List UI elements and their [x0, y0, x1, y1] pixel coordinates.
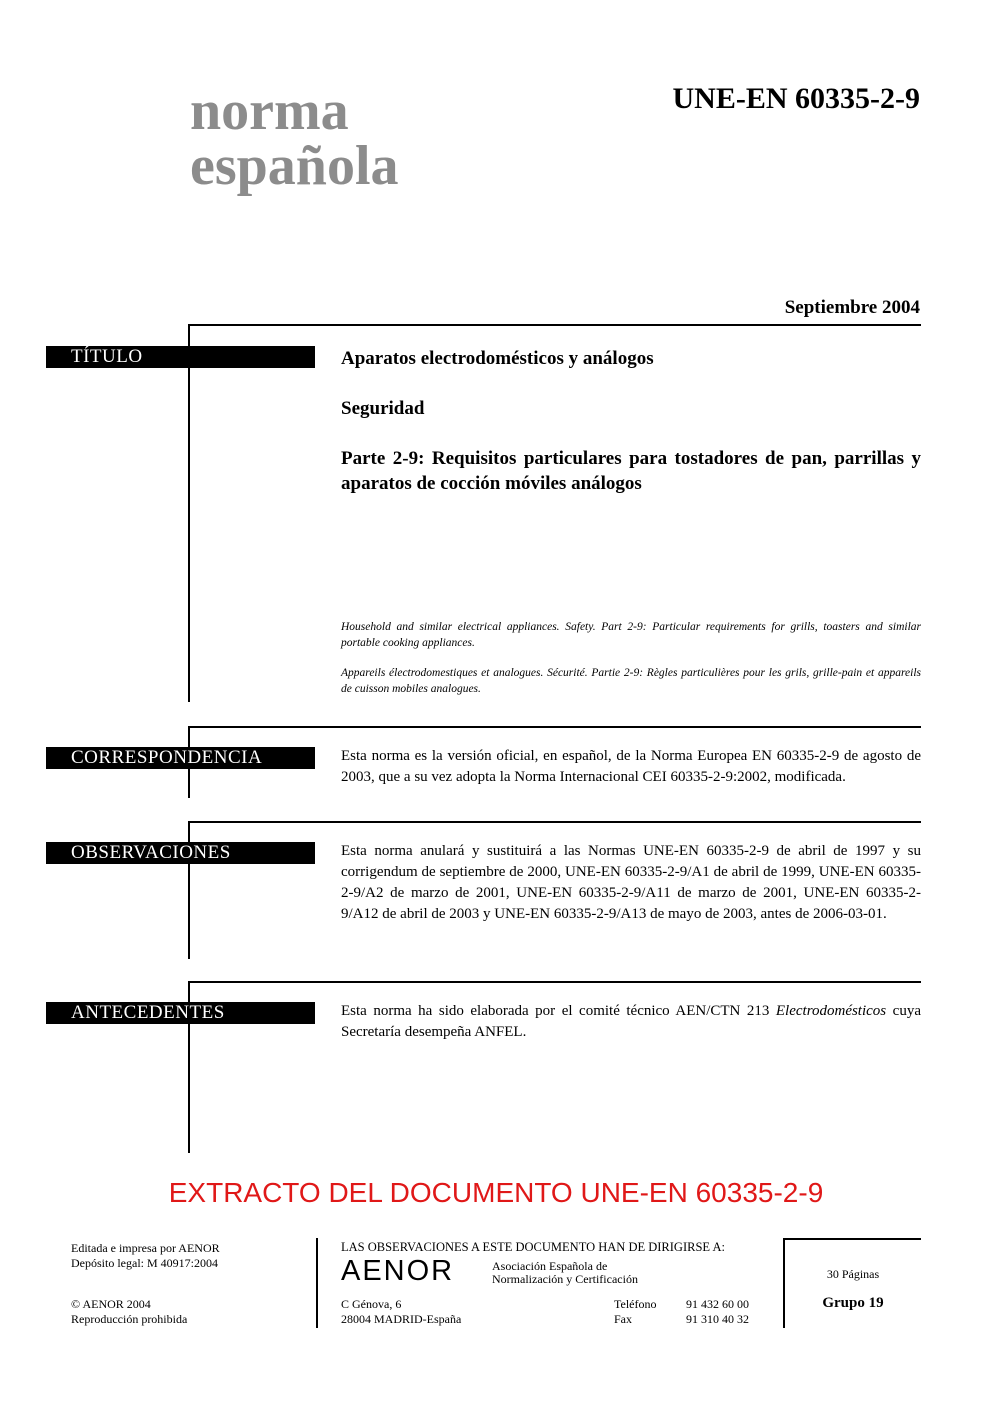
- brand-line-2: española: [190, 135, 399, 197]
- footer-publisher-info: [71, 1241, 220, 1271]
- footer-rights: [71, 1297, 187, 1327]
- extract-watermark: EXTRACTO DEL DOCUMENTO UNE-EN 60335-2-9: [168, 1177, 824, 1208]
- label-antecedentes: ANTECEDENTES: [46, 1002, 315, 1024]
- footer-contact-values: [686, 1297, 749, 1327]
- footer-copyright: © AENOR 2004: [71, 1297, 151, 1311]
- assoc-line-2: Normalización y Certificación: [492, 1272, 638, 1286]
- aenor-logo: AENOR: [341, 1255, 455, 1287]
- divider-titulo: [188, 324, 921, 326]
- antecedentes-committee-name: Electrodomésticos: [775, 1003, 887, 1019]
- divider-antecedentes: [188, 981, 921, 983]
- antecedentes-text-end: cuya Secretaría desempeña ANFEL.: [341, 1003, 921, 1040]
- vertical-rule-titulo: [188, 324, 190, 702]
- fax-number: 91 310 40 32: [686, 1312, 749, 1326]
- divider-correspondencia: [188, 726, 921, 728]
- footer-rule-top: [783, 1238, 921, 1240]
- aenor-association: [492, 1260, 638, 1286]
- footer-rule-left: [316, 1238, 318, 1328]
- assoc-line-1: Asociación Española de: [492, 1259, 608, 1273]
- footer-deposit: Depósito legal: M 40917:2004: [71, 1256, 218, 1270]
- page-count: 30 Páginas: [826, 1267, 880, 1281]
- publication-date: Septiembre 2004: [784, 297, 920, 318]
- label-observaciones: OBSERVACIONES: [46, 842, 315, 864]
- title-french: Appareils électrodomestiques et analogues. Sécurité. Partie 2-9: Règles particulières pour les grils, grille-pain et appareils de cuisson mobiles analogues.: [341, 667, 921, 695]
- divider-observaciones: [188, 821, 921, 823]
- antecedentes-text-start: Esta norma ha sido elaborada por el comité técnico AEN/CTN 213: [341, 1003, 776, 1019]
- label-correspondencia: CORRESPONDENCIA: [46, 747, 315, 769]
- footer-observations-heading: LAS OBSERVACIONES A ESTE DOCUMENTO HAN DE DIRIGIRSE A:: [341, 1240, 725, 1254]
- footer-edited: Editada e impresa por AENOR: [71, 1241, 220, 1255]
- standard-code: UNE-EN 60335-2-9: [672, 82, 920, 115]
- title-line-2: Seguridad: [341, 398, 425, 419]
- footer-contact-labels: [614, 1297, 656, 1327]
- footer-rule-right: [783, 1238, 785, 1328]
- brand-title: [190, 80, 399, 197]
- price-group: Grupo 19: [822, 1295, 884, 1311]
- observaciones-text: Esta norma anulará y sustituirá a las Normas UNE-EN 60335-2-9 de abril de 1997 y su corrigendum de septiembre de 2000, UNE-EN 60335-2-9/A1 de abril de 1999, UNE-EN 60335-2-9/A2 de marzo de 2001, UNE-EN 60335-2-9/A11 de marzo de 2001, UNE-EN 60335-2-9/A12 de abril de 2003 y UNE-EN 60335-2-9/A13 de mayo de 2003, antes de 2006-03-01.: [341, 843, 921, 922]
- title-line-1: Aparatos electrodomésticos y análogos: [341, 348, 654, 369]
- title-line-3: Parte 2-9: Requisitos particulares para tostadores de pan, parrillas y aparatos de cocción móviles análogos: [341, 448, 921, 494]
- address-line-2: 28004 MADRID-España: [341, 1312, 462, 1326]
- antecedentes-text: [341, 1001, 921, 1043]
- fax-label: Fax: [614, 1312, 632, 1326]
- footer-address: [341, 1297, 461, 1327]
- brand-line-1: norma: [190, 80, 349, 142]
- phone-number: 91 432 60 00: [686, 1297, 749, 1311]
- title-english: Household and similar electrical appliances. Safety. Part 2-9: Particular requirements for grills, toasters and similar portable cooking appliances.: [341, 621, 921, 649]
- footer-reproduction: Reproducción prohibida: [71, 1312, 188, 1326]
- correspondencia-text: Esta norma es la versión oficial, en español, de la Norma Europea EN 60335-2-9 de agosto de 2003, que a su vez adopta la Norma Internacional CEI 60335-2-9:2002, modificada.: [341, 748, 921, 785]
- title-spanish: [341, 346, 921, 496]
- address-line-1: C Génova, 6: [341, 1297, 402, 1311]
- label-titulo: TÍTULO: [46, 346, 315, 368]
- phone-label: Teléfono: [614, 1297, 657, 1311]
